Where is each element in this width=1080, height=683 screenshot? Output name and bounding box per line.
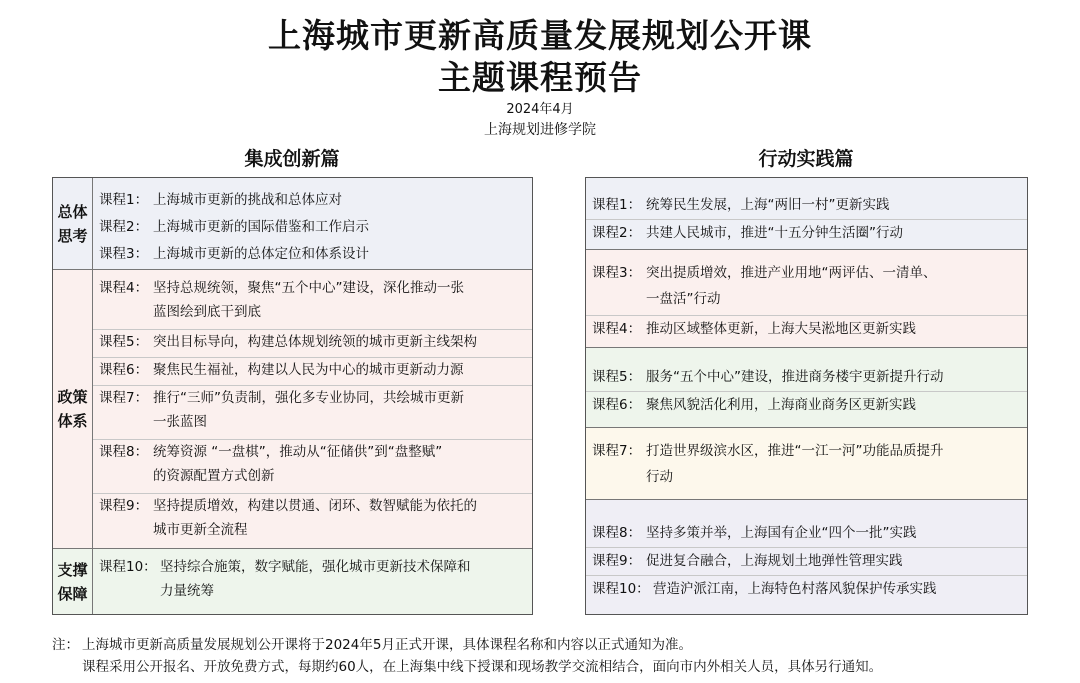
course-row: 课程3： 突出提质增效，推进产业用地“两评估、一清单、 一盘活”行动 (586, 260, 1027, 316)
course-row: 课程5： 服务“五个中心”建设，推进商务楼宇更新提升行动 (586, 364, 1027, 392)
page-subtitle: 主题课程预告 (438, 58, 642, 97)
page-title: 上海城市更新高质量发展规划公开课 (268, 16, 812, 55)
course-row: 课程5： 突出目标导向，构建总体规划统领的城市更新主线架构 (93, 330, 532, 358)
course-row: 课程4： 推动区域整体更新，上海大吴淞地区更新实践 (592, 321, 916, 337)
course-row: 课程1： 统筹民生发展，上海“两旧一村”更新实践 (586, 192, 1027, 220)
course-row: 课程9： 坚持提质增效，构建以贯通、闭环、数智赋能为依托的 城市更新全流程 (99, 498, 477, 538)
group-support (53, 549, 532, 614)
course-row: 课程3： 上海城市更新的总体定位和体系设计 (99, 246, 369, 262)
course-row: 课程4： 坚持总规统领，聚焦“五个中心”建设，深化推动一张 蓝图绘到底干到底 (93, 276, 532, 330)
group-label: 支撑保障 (53, 549, 93, 614)
course-row: 课程1： 上海城市更新的挑战和总体应对 (99, 192, 342, 208)
course-row: 课程8： 坚持多策并举，上海国有企业“四个一批”实践 (586, 520, 1027, 548)
footnote-line-2: 课程采用公开报名、开放免费方式，每期约60人，在上海集中线下授课和现场教学交流相结合，面向市内外相关人员，具体另行通知。 (82, 659, 883, 675)
course-row: 课程7： 打造世界级滨水区，推进“一江一河”功能品质提升 行动 (592, 443, 944, 485)
date-text: 2024年4月 (506, 102, 574, 117)
practice-group-3 (586, 348, 1027, 428)
practice-group-1 (586, 178, 1027, 250)
course-row: 课程10： 坚持综合施策，数字赋能，强化城市更新技术保障和 力量统筹 (99, 559, 471, 599)
group-label: 政策体系 (53, 270, 93, 548)
footnote-line-1: 上海城市更新高质量发展规划公开课将于2024年5月正式开课，具体课程名称和内容以正式通知为准。 (82, 637, 692, 653)
section-title-innovation: 集成创新篇 (244, 148, 340, 170)
practice-course-table (585, 177, 1028, 615)
footnote-mark: 注： (52, 637, 79, 653)
course-row: 课程8： 统筹资源 “一盘棋”，推动从“征储供”到“盘整赋” 的资源配置方式创新 (93, 440, 532, 494)
innovation-course-table (52, 177, 533, 615)
group-overall-thinking (53, 178, 532, 270)
course-row: 课程2： 共建人民城市，推进“十五分钟生活圈”行动 (592, 225, 903, 241)
practice-group-5 (586, 500, 1027, 614)
practice-group-4 (586, 428, 1027, 500)
section-title-practice: 行动实践篇 (758, 148, 854, 170)
course-row: 课程2： 上海城市更新的国际借鉴和工作启示 (99, 219, 369, 235)
group-label: 总体思考 (53, 178, 93, 269)
course-row: 课程10： 营造沪派江南，上海特色村落风貌保护传承实践 (592, 581, 937, 597)
organizer-text: 上海规划进修学院 (484, 122, 596, 138)
group-policy-system (53, 270, 532, 549)
course-row: 课程7： 推行“三师”负责制，强化多专业协同，共绘城市更新 一张蓝图 (93, 386, 532, 440)
practice-group-2 (586, 250, 1027, 348)
course-row: 课程6： 聚焦民生福祉，构建以人民为中心的城市更新动力源 (93, 358, 532, 386)
course-row: 课程6： 聚焦风貌活化利用，上海商业商务区更新实践 (592, 397, 916, 413)
course-row: 课程9： 促进复合融合，上海规划土地弹性管理实践 (586, 548, 1027, 576)
